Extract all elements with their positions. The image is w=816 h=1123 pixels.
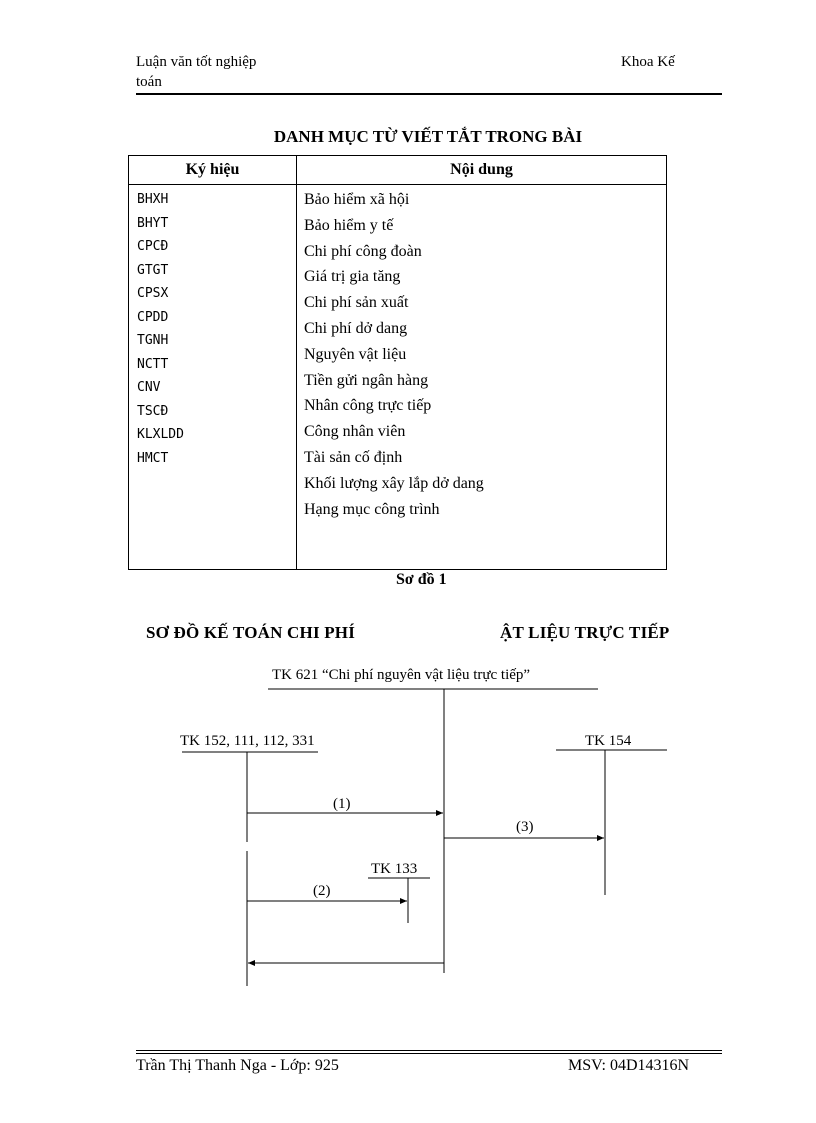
meaning-item: Chi phí sản xuất (304, 294, 409, 312)
column-header-code: Ký hiệu (129, 156, 297, 185)
table-title: DANH MỤC TỪ VIẾT TẮT TRONG BÀI (273, 127, 583, 146)
meaning-item: Chi phí công đoàn (304, 242, 422, 260)
code-item: HMCT (137, 450, 169, 466)
meaning-item: Tài sản cố định (304, 448, 403, 466)
meaning-item: Hạng mục công trình (304, 500, 440, 518)
code-item: TSCĐ (137, 403, 169, 419)
step-2-label: (2) (313, 883, 331, 899)
step-1-label: (1) (333, 796, 351, 812)
meaning-item: Nhân công trực tiếp (304, 397, 432, 415)
meaning-item: Bảo hiểm y tế (304, 216, 394, 234)
code-item: CNV (137, 380, 161, 395)
footer-student-id: MSV: 04D14316N (568, 1057, 690, 1074)
meaning-item: Chi phí dở dang (304, 319, 408, 337)
footer-rule-bottom (136, 1053, 722, 1054)
column-header-meaning: Nội dung (297, 156, 667, 185)
code-item: CPCĐ (137, 239, 169, 254)
footer-rule-top (136, 1050, 722, 1051)
code-item: NCTT (137, 356, 169, 372)
meaning-item: Giá trị gia tăng (304, 268, 401, 286)
meaning-item: Tiền gửi ngân hàng (304, 371, 429, 389)
code-item: TGNH (137, 333, 169, 348)
target-account-label: TK 154 (585, 733, 632, 749)
diagram-heading-right: ẬT LIỆU TRỰC TIẾP (500, 623, 670, 642)
code-item: GTGT (137, 262, 169, 278)
meaning-item: Khối lượng xây lắp dở dang (304, 474, 484, 492)
header-department: Khoa Kế (621, 54, 675, 70)
code-item: KLXLDD (137, 427, 184, 442)
diagram-heading-left: SƠ ĐỒ KẾ TOÁN CHI PHÍ (146, 623, 356, 642)
vat-account-label: TK 133 (371, 861, 418, 877)
header-thesis-line1: Luận văn tốt nghiệp (136, 54, 257, 70)
code-item: CPSX (137, 286, 169, 301)
main-account-label: TK 621 “Chi phí nguyên vật liệu trực tiếp” (272, 667, 531, 683)
meaning-item: Bảo hiểm xã hội (304, 191, 410, 208)
code-item: CPDD (137, 309, 169, 325)
diagram-caption: Sơ đồ 1 (396, 571, 447, 588)
code-item: BHYT (137, 215, 169, 231)
step-3-label: (3) (516, 819, 534, 835)
footer-author: Trần Thị Thanh Nga - Lớp: 925 (136, 1057, 339, 1074)
header-thesis-line2: toán (136, 74, 162, 90)
meaning-item: Công nhân viên (304, 423, 406, 441)
meaning-item: Nguyên vật liệu (304, 345, 407, 363)
code-item: BHXH (137, 192, 169, 207)
source-account-label: TK 152, 111, 112, 331 (180, 733, 315, 749)
